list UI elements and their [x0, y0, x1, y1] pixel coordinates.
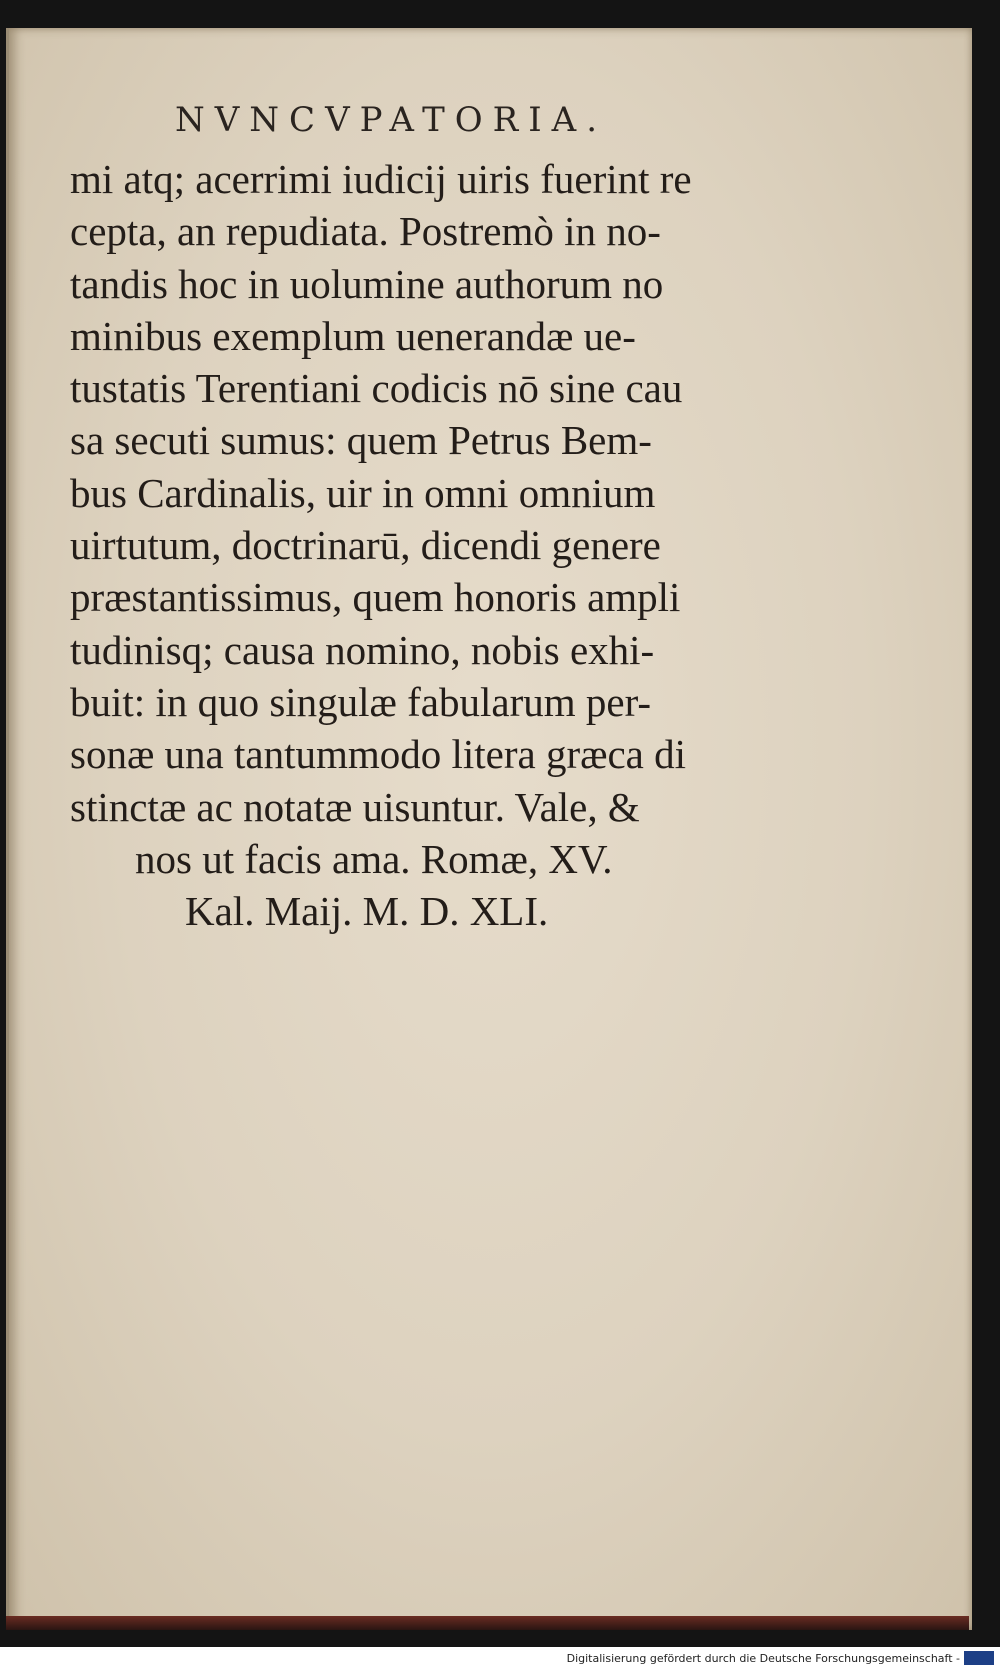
- running-title: NVNCVPATORIA.: [175, 100, 608, 140]
- text-line: nos ut facis ama. Romæ, XV.: [135, 835, 613, 882]
- text-line: cepta, an repudiata. Postremò in no-: [70, 208, 661, 255]
- text-line: minibus exemplum uenerandæ ue-: [70, 312, 636, 359]
- text-line: sa secuti sumus: quem Petrus Bem-: [70, 417, 652, 464]
- text-line: bus Cardinalis, uir in omni omnium: [70, 469, 656, 516]
- text-line: stinctæ ac notatæ uisuntur. Vale, &: [70, 783, 640, 830]
- text-line: tandis hoc in uolumine authorum no: [70, 260, 664, 307]
- text-line: uirtutum, doctrinarū, dicendi genere: [70, 522, 661, 569]
- page-text: [70, 153, 770, 937]
- text-line: tustatis Terentiani codicis nō sine cau: [70, 365, 683, 412]
- text-line: Kal. Maij. M. D. XLI.: [185, 888, 549, 935]
- text-line: buit: in quo singulæ fabularum per-: [70, 678, 652, 725]
- text-line: præstantissimus, quem honoris ampli: [70, 574, 681, 621]
- text-line: sonæ una tantummodo litera græca di: [70, 731, 687, 778]
- text-line: mi atq; acerrimi iudicij uiris fuerint re: [70, 156, 692, 202]
- text-line: tudinisq; causa nomino, nobis exhi-: [70, 626, 655, 673]
- page-edge: [6, 1616, 969, 1630]
- digitization-credit: Digitalisierung gefördert durch die Deutsche Forschungsgemeinschaft -: [566, 1652, 960, 1665]
- dfg-logo: [964, 1651, 994, 1665]
